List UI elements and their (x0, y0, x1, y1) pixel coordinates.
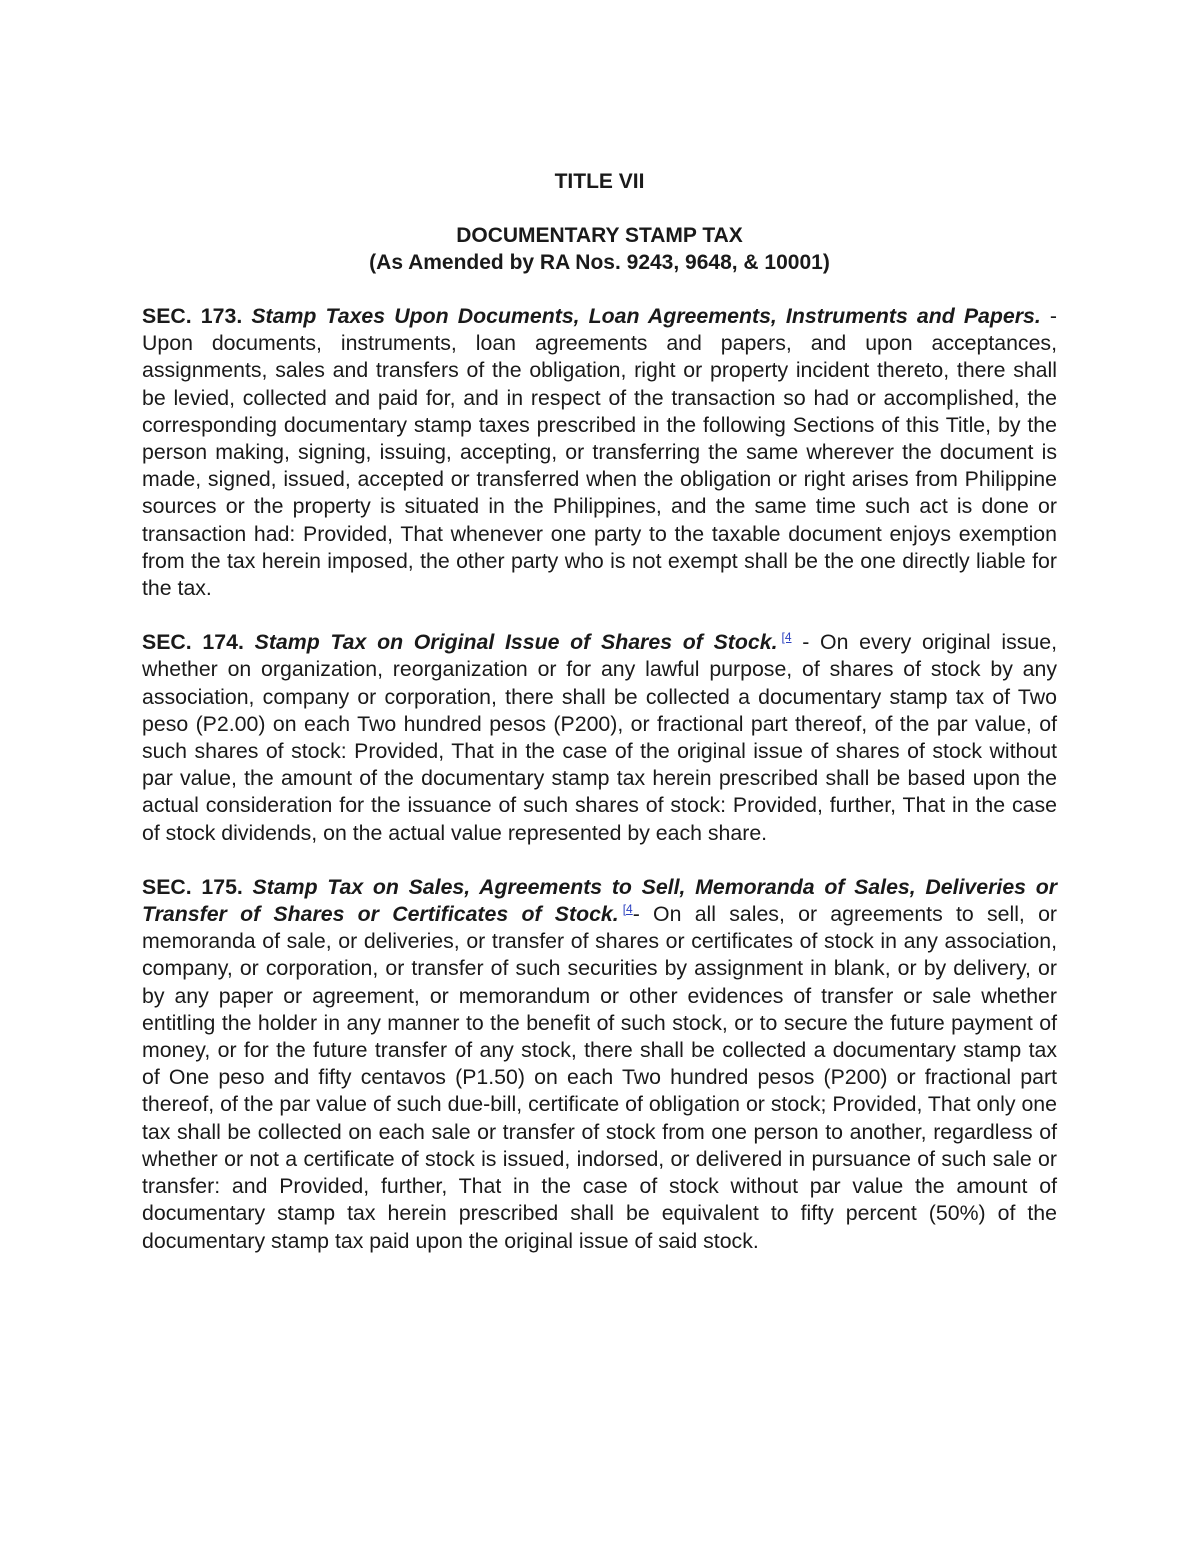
document-title: TITLE VII (554, 170, 645, 193)
amendment-note: (As Amended by RA Nos. 9243, 9648, & 10001) (369, 251, 830, 274)
section-body: - On all sales, or agreements to sell, or memoranda of sale, or deliveries, or transfer of shares or certificates of stock in any association, company, or corporation, or transfer of such securities by assignment in blank, or by delivery, or by any paper or agreement, or memorandum or other evidences of transfer or sale whether entitling the holder in any manner to the benefit of such stock, or to secure the future payment of money, or for the future transfer of any stock, there shall be collected a documentary stamp tax of One peso and fifty centavos (P1.50) on each Two hundred pesos (P200) or fractional part thereof, of the par value of such due-bill, certificate of obligation or stock; Provided, That only one tax shall be collected on each sale or transfer of stock from one person to another, regardless of whether or not a certificate of stock is issued, indorsed, or delivered in pursuance of such sale or transfer: and Provided, further, That in the case of stock without par value the amount of documentary stamp tax herein prescribed shall be equivalent to fifty percent (50%) of the documentary stamp tax paid upon the original issue of said stock. (142, 902, 1058, 1253)
section-173 (142, 303, 1057, 602)
footnote-link[interactable]: [4 (781, 630, 792, 645)
section-body: - On every original issue, whether on organization, reorganization or for any lawful purpose, of shares of stock by any association, company or corporation, there shall be collected a documentary stamp tax of Two peso (P2.00) on each Two hundred pesos (P200), or fractional part thereof, of the par value, of such shares of stock: Provided, That in the case of the original issue of shares of stock without par value, the amount of the documentary stamp tax herein prescribed shall be based upon the actual consideration for the issuance of such shares of stock: Provided, further, That in the case of stock dividends, on the actual value represented by each share. (142, 630, 1058, 845)
section-174 (142, 629, 1057, 847)
section-number: SEC. 174. (142, 630, 244, 655)
footnote-link[interactable]: [4 (622, 901, 633, 916)
document-page (142, 168, 1057, 1282)
section-heading: Stamp Tax on Sales, Agreements to Sell, Memoranda of Sales, Deliveries or Transfer of Shares or Certificates of Stock. (142, 874, 1057, 927)
section-number: SEC. 175. (142, 874, 243, 899)
section-heading: Stamp Tax on Original Issue of Shares of Stock. (254, 630, 778, 655)
sections (142, 303, 1057, 1255)
section-number: SEC. 173. (142, 304, 243, 328)
document-subtitle: DOCUMENTARY STAMP TAX (456, 224, 743, 247)
section-body: - Upon documents, instruments, loan agreements and papers, and upon acceptances, assignments, sales and transfers of the obligation, right or property incident thereto, there shall be levied, collected and paid for, and in respect of the transaction so had or accomplished, the corresponding documentary stamp taxes prescribed in the following Sections of this Title, by the person making, signing, issuing, accepting, or transferring the same wherever the document is made, signed, issued, accepted or transferred when the obligation or right arises from Philippine sources or the property is situated in the Philippines, and the same time such act is done or transaction had: Provided, That whenever one party to the taxable document enjoys exemption from the tax herein imposed, the other party who is not exempt shall be the one directly liable for the tax. (142, 304, 1057, 601)
section-heading: Stamp Taxes Upon Documents, Loan Agreements, Instruments and Papers. (251, 304, 1041, 328)
section-175 (142, 874, 1057, 1255)
